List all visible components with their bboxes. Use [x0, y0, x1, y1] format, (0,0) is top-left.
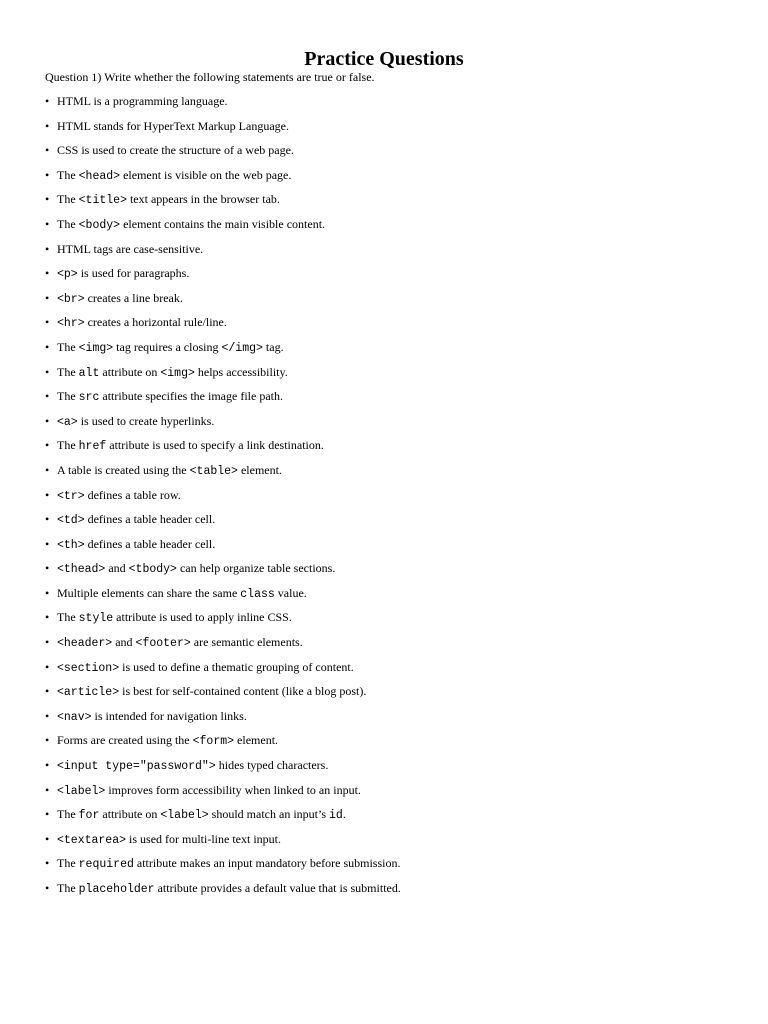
- statement-segment: element.: [234, 733, 279, 748]
- bullet-point: •: [45, 610, 50, 625]
- bullet-point: •: [45, 389, 50, 404]
- statement-segment: is used for multi-line text input.: [126, 831, 281, 846]
- bullet-point: •: [45, 315, 50, 330]
- code-snippet: <hr>: [57, 317, 85, 331]
- code-snippet: <img>: [160, 366, 195, 380]
- statement-segment: HTML stands for HyperText Markup Language.: [57, 118, 289, 133]
- code-snippet: <form>: [192, 735, 235, 749]
- code-snippet: <textarea>: [57, 833, 127, 847]
- bullet-point: •: [45, 831, 50, 846]
- bullet-point: •: [45, 758, 50, 773]
- statement-segment: defines a table row.: [84, 487, 181, 502]
- statement-segment: The: [57, 610, 79, 625]
- bullet-point: •: [45, 807, 50, 822]
- statement-text: [57, 413, 214, 431]
- list-item: [45, 487, 401, 512]
- statement-text: [57, 314, 227, 332]
- bullet-point: •: [45, 241, 50, 256]
- statement-segment: .: [342, 807, 346, 822]
- code-snippet: <br>: [57, 292, 85, 306]
- page-title: Practice Questions: [304, 48, 464, 70]
- bullet-point: •: [45, 487, 50, 502]
- statement-text: [57, 782, 361, 800]
- list-item: [45, 855, 401, 880]
- list-item: [45, 314, 401, 339]
- bullet-point: •: [45, 192, 50, 207]
- list-item: [45, 782, 401, 807]
- list-item: [45, 708, 401, 733]
- list-item: [45, 609, 401, 634]
- code-snippet: <nav>: [57, 710, 92, 724]
- statement-text: [57, 585, 307, 603]
- statement-segment: Forms are created using the: [57, 733, 193, 748]
- statement-segment: The: [57, 339, 79, 354]
- code-snippet: <tr>: [57, 489, 85, 503]
- code-snippet: <head>: [78, 169, 121, 183]
- statement-segment: The: [57, 807, 79, 822]
- statement-segment: and: [105, 561, 129, 576]
- statement-text: [57, 609, 292, 627]
- code-snippet: <label>: [160, 809, 209, 823]
- statement-text: [57, 216, 325, 234]
- list-item: [45, 241, 401, 266]
- list-item: [45, 511, 401, 536]
- question-prompt: Question 1) Write whether the following statements are true or false.: [45, 70, 375, 84]
- statement-segment: creates a line break.: [84, 290, 183, 305]
- code-snippet: <title>: [78, 194, 127, 208]
- statement-segment: can help organize table sections.: [176, 561, 336, 576]
- code-snippet: <img>: [78, 341, 114, 355]
- list-item: [45, 93, 401, 118]
- statement-text: [57, 265, 189, 283]
- statement-segment: creates a horizontal rule/line.: [84, 315, 227, 330]
- statement-text: [57, 511, 215, 529]
- statement-segment: is best for self-contained content (like a blog post).: [119, 684, 367, 699]
- statement-text: [57, 708, 247, 726]
- statement-text: [57, 880, 401, 898]
- list-item: [45, 560, 401, 585]
- statement-segment: element.: [237, 462, 282, 477]
- statement-segment: The: [57, 216, 79, 231]
- code-snippet: required: [78, 858, 134, 872]
- statement-text: [57, 757, 328, 775]
- statement-segment: element is visible on the web page.: [120, 167, 292, 182]
- statement-segment: The: [57, 192, 79, 207]
- bullet-point: •: [45, 143, 50, 158]
- statement-segment: and: [112, 635, 136, 650]
- code-snippet: href: [78, 440, 107, 454]
- statement-segment: A table is created using the: [57, 462, 190, 477]
- statement-text: [57, 93, 228, 109]
- statement-segment: The: [57, 438, 79, 453]
- list-item: [45, 732, 401, 757]
- bullet-point: •: [45, 290, 50, 305]
- list-item: [45, 462, 401, 487]
- statement-text: [57, 437, 324, 455]
- statement-segment: hides typed characters.: [215, 758, 329, 773]
- statement-text: [57, 142, 294, 158]
- statement-segment: is used to define a thematic grouping of content.: [119, 659, 354, 674]
- bullet-point: •: [45, 216, 50, 231]
- statement-segment: attribute is used to apply inline CSS.: [113, 610, 292, 625]
- statement-segment: tag.: [262, 339, 284, 354]
- statement-text: [57, 659, 354, 677]
- bullet-point: •: [45, 856, 50, 871]
- code-snippet: <th>: [57, 538, 85, 552]
- list-item: [45, 167, 401, 192]
- list-item: [45, 831, 401, 856]
- statement-text: [57, 831, 281, 849]
- statement-segment: improves form accessibility when linked to an input.: [105, 782, 361, 797]
- list-item: [45, 585, 401, 610]
- statement-text: [57, 487, 181, 505]
- bullet-point: •: [45, 536, 50, 551]
- list-item: [45, 757, 401, 782]
- bullet-point: •: [45, 118, 50, 133]
- list-item: [45, 634, 401, 659]
- statement-segment: The: [57, 389, 79, 404]
- code-snippet: <input type="password">: [57, 760, 216, 774]
- statement-segment: attribute on: [99, 807, 161, 822]
- list-item: [45, 216, 401, 241]
- bullet-point: •: [45, 438, 50, 453]
- statement-segment: HTML is a programming language.: [57, 94, 228, 108]
- code-snippet: id: [329, 809, 343, 823]
- code-snippet: alt: [78, 366, 100, 380]
- statement-text: [57, 683, 366, 701]
- statement-segment: helps accessibility.: [194, 364, 288, 379]
- bullet-point: •: [45, 364, 50, 379]
- bullet-point: •: [45, 708, 50, 723]
- list-item: [45, 437, 401, 462]
- list-item: [45, 339, 401, 364]
- statement-text: [57, 191, 280, 209]
- statement-segment: text appears in the browser tab.: [126, 192, 280, 207]
- bullet-point: •: [45, 462, 50, 477]
- bullet-point: •: [45, 881, 50, 895]
- statement-segment: element contains the main visible content.: [120, 216, 326, 231]
- list-item: [45, 413, 401, 438]
- statement-text: [57, 560, 335, 578]
- statement-text: [57, 339, 284, 357]
- statement-text: [57, 462, 282, 480]
- code-snippet: <label>: [57, 784, 106, 798]
- bullet-point: •: [45, 339, 50, 354]
- bullet-point: •: [45, 512, 50, 527]
- code-snippet: style: [78, 612, 114, 626]
- code-snippet: for: [78, 809, 100, 823]
- code-snippet: <table>: [189, 464, 238, 478]
- bullet-point: •: [45, 733, 50, 748]
- statement-text: [57, 388, 283, 406]
- code-snippet: <a>: [57, 415, 78, 429]
- statement-text: [57, 118, 289, 134]
- list-item: [45, 659, 401, 684]
- statement-segment: Multiple elements can share the same: [57, 585, 241, 600]
- statement-segment: The: [57, 856, 79, 871]
- code-snippet: <p>: [57, 268, 78, 282]
- list-item: [45, 880, 401, 905]
- code-snippet: <section>: [57, 661, 120, 675]
- statement-segment: are semantic elements.: [190, 635, 303, 650]
- list-item: [45, 683, 401, 708]
- list-item: [45, 536, 401, 561]
- statement-segment: is intended for navigation links.: [91, 708, 247, 723]
- statement-segment: The: [57, 167, 79, 182]
- statement-text: [57, 855, 400, 873]
- code-snippet: <header>: [57, 637, 113, 651]
- statement-text: [57, 241, 203, 257]
- statement-segment: attribute is used to specify a link destination.: [106, 438, 324, 453]
- code-snippet: src: [78, 391, 100, 405]
- statement-text: [57, 732, 278, 750]
- statement-segment: attribute provides a default value that is submitted.: [154, 881, 401, 895]
- bullet-point: •: [45, 585, 50, 600]
- statement-segment: tag requires a closing: [113, 339, 222, 354]
- statement-text: [57, 290, 183, 308]
- statement-segment: The: [57, 881, 79, 895]
- code-snippet: <article>: [57, 686, 120, 700]
- code-snippet: <footer>: [135, 637, 191, 651]
- list-item: [45, 142, 401, 167]
- statement-segment: attribute specifies the image file path.: [99, 389, 283, 404]
- bullet-point: •: [45, 561, 50, 576]
- bullet-point: •: [45, 659, 50, 674]
- statement-text: [57, 536, 215, 554]
- statement-segment: attribute on: [99, 364, 161, 379]
- code-snippet: class: [240, 587, 275, 601]
- list-item: [45, 364, 401, 389]
- bullet-point: •: [45, 782, 50, 797]
- code-snippet: <thead>: [57, 563, 106, 577]
- statement-segment: is used for paragraphs.: [77, 266, 190, 281]
- statement-segment: The: [57, 364, 79, 379]
- code-snippet: <body>: [78, 218, 121, 232]
- code-snippet: </img>: [221, 341, 263, 355]
- statement-text: [57, 634, 303, 652]
- list-item: [45, 388, 401, 413]
- statement-segment: defines a table header cell.: [84, 512, 216, 527]
- code-snippet: placeholder: [78, 883, 155, 896]
- bullet-point: •: [45, 684, 50, 699]
- statement-text: [57, 806, 346, 824]
- code-snippet: <td>: [57, 514, 85, 528]
- statement-text: [57, 364, 288, 382]
- list-item: [45, 806, 401, 831]
- list-item: [45, 191, 401, 216]
- list-item: [45, 118, 401, 143]
- statement-segment: CSS is used to create the structure of a web page.: [57, 143, 294, 158]
- statement-segment: HTML tags are case-sensitive.: [57, 241, 204, 256]
- statement-segment: value.: [274, 585, 307, 600]
- statement-segment: attribute makes an input mandatory before submission.: [133, 856, 401, 871]
- statement-list: [45, 93, 401, 905]
- list-item: [45, 290, 401, 315]
- code-snippet: <tbody>: [128, 563, 177, 577]
- statement-segment: should match an input’s: [208, 807, 329, 822]
- bullet-point: •: [45, 266, 50, 281]
- statement-segment: defines a table header cell.: [84, 536, 216, 551]
- statement-text: [57, 167, 291, 185]
- bullet-point: •: [45, 635, 50, 650]
- list-item: [45, 265, 401, 290]
- bullet-point: •: [45, 94, 50, 108]
- statement-segment: is used to create hyperlinks.: [77, 413, 215, 428]
- bullet-point: •: [45, 413, 50, 428]
- bullet-point: •: [45, 167, 50, 182]
